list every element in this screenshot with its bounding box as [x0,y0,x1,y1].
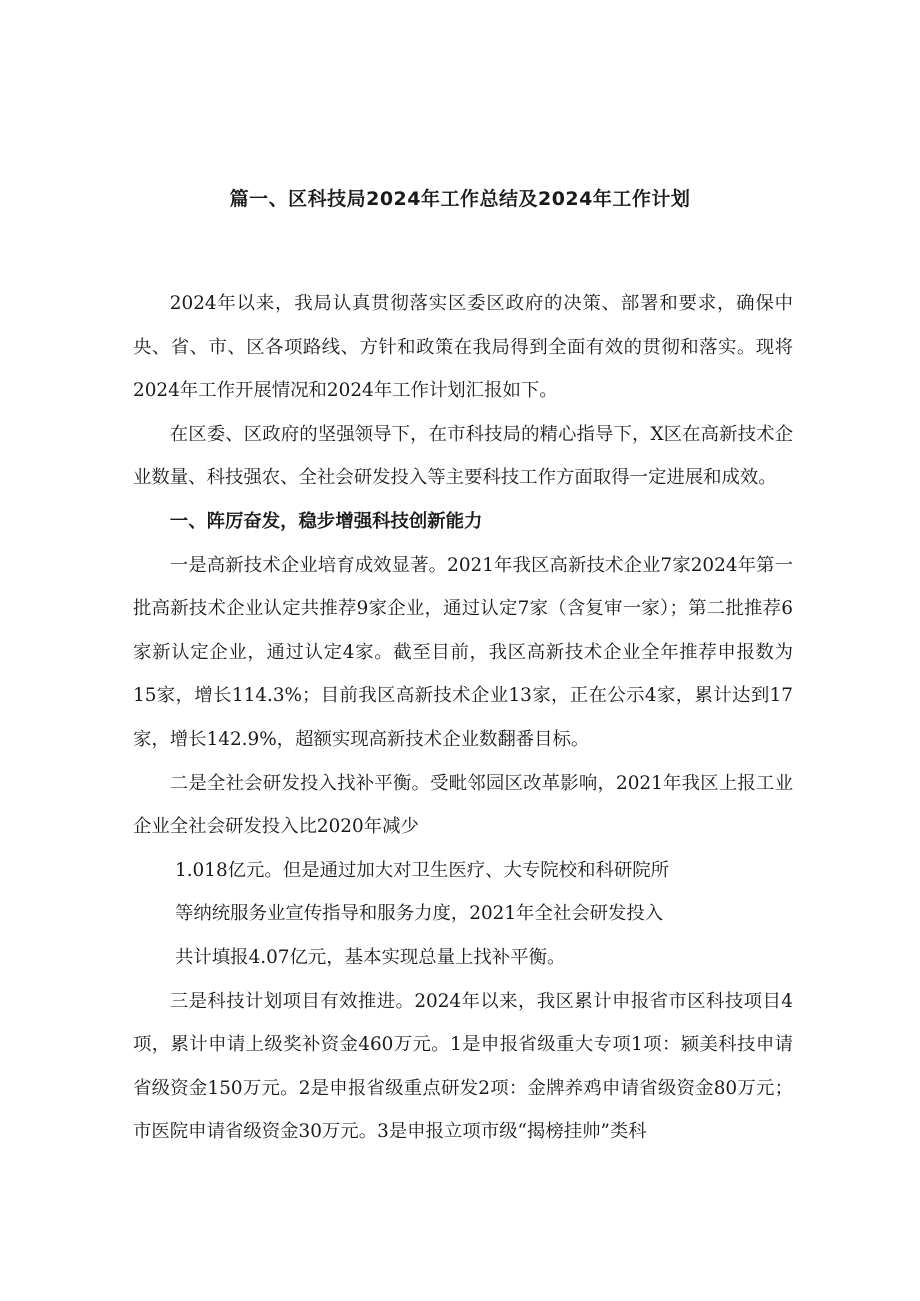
document-title: 篇一、区科技局2024年工作总结及2024年工作计划 [229,188,691,210]
document-body [133,282,793,1154]
section-heading: 一、阵厉奋发，稳步增强科技创新能力 [169,510,483,532]
paragraph-tech-projects: 三是科技计划项目有效推进。2024年以来，我区累计申报省市区科技项目4项，累计申请上级奖补资金460万元。1是申报省级重大专项1项：颍美科技申请省级资金150万元。2是申报省级重点研发2项：金牌养鸡申请省级资金80万元；市医院申请省级资金30万元。3是申报立项市级“揭榜挂帅”类科 [133,990,793,1143]
paragraph-leadership: 在区委、区政府的坚强领导下，在市科技局的精心指导下，X区在高新技术企业数量、科技强农、全社会研发投入等主要科技工作方面取得一定进展和成效。 [133,423,793,489]
paragraph-rd-line-1: 1.018亿元。但是通过加大对卫生医疗、大专院校和科研院所 [175,859,670,881]
paragraph-rd-line-2: 等纳统服务业宣传指导和服务力度，2021年全社会研发投入 [175,903,664,925]
paragraph-rd-investment: 二是全社会研发投入找补平衡。受毗邻园区改革影响，2021年我区上报工业企业全社会研发投入比2020年减少 [133,772,793,838]
paragraph-high-tech-enterprises: 一是高新技术企业培育成效显著。2021年我区高新技术企业7家2024年第一批高新技术企业认定共推荐9家企业，通过认定7家（含复审一家）；第二批推荐6家新认定企业，通过认定4家。截至目前，我区高新技术企业全年推荐申报数为15家，增长114.3%；目前我区高新技术企业13家，正在公示4家，累计达到17家，增长142.9%，超额实现高新技术企业数翻番目标。 [133,554,793,750]
paragraph-intro: 2024年以来，我局认真贯彻落实区委区政府的决策、部署和要求，确保中央、省、市、区各项路线、方针和政策在我局得到全面有效的贯彻和落实。现将2024年工作开展情况和2024年工作计划汇报如下。 [133,293,793,402]
paragraph-rd-line-3: 共计填报4.07亿元，基本实现总量上找补平衡。 [175,946,566,968]
